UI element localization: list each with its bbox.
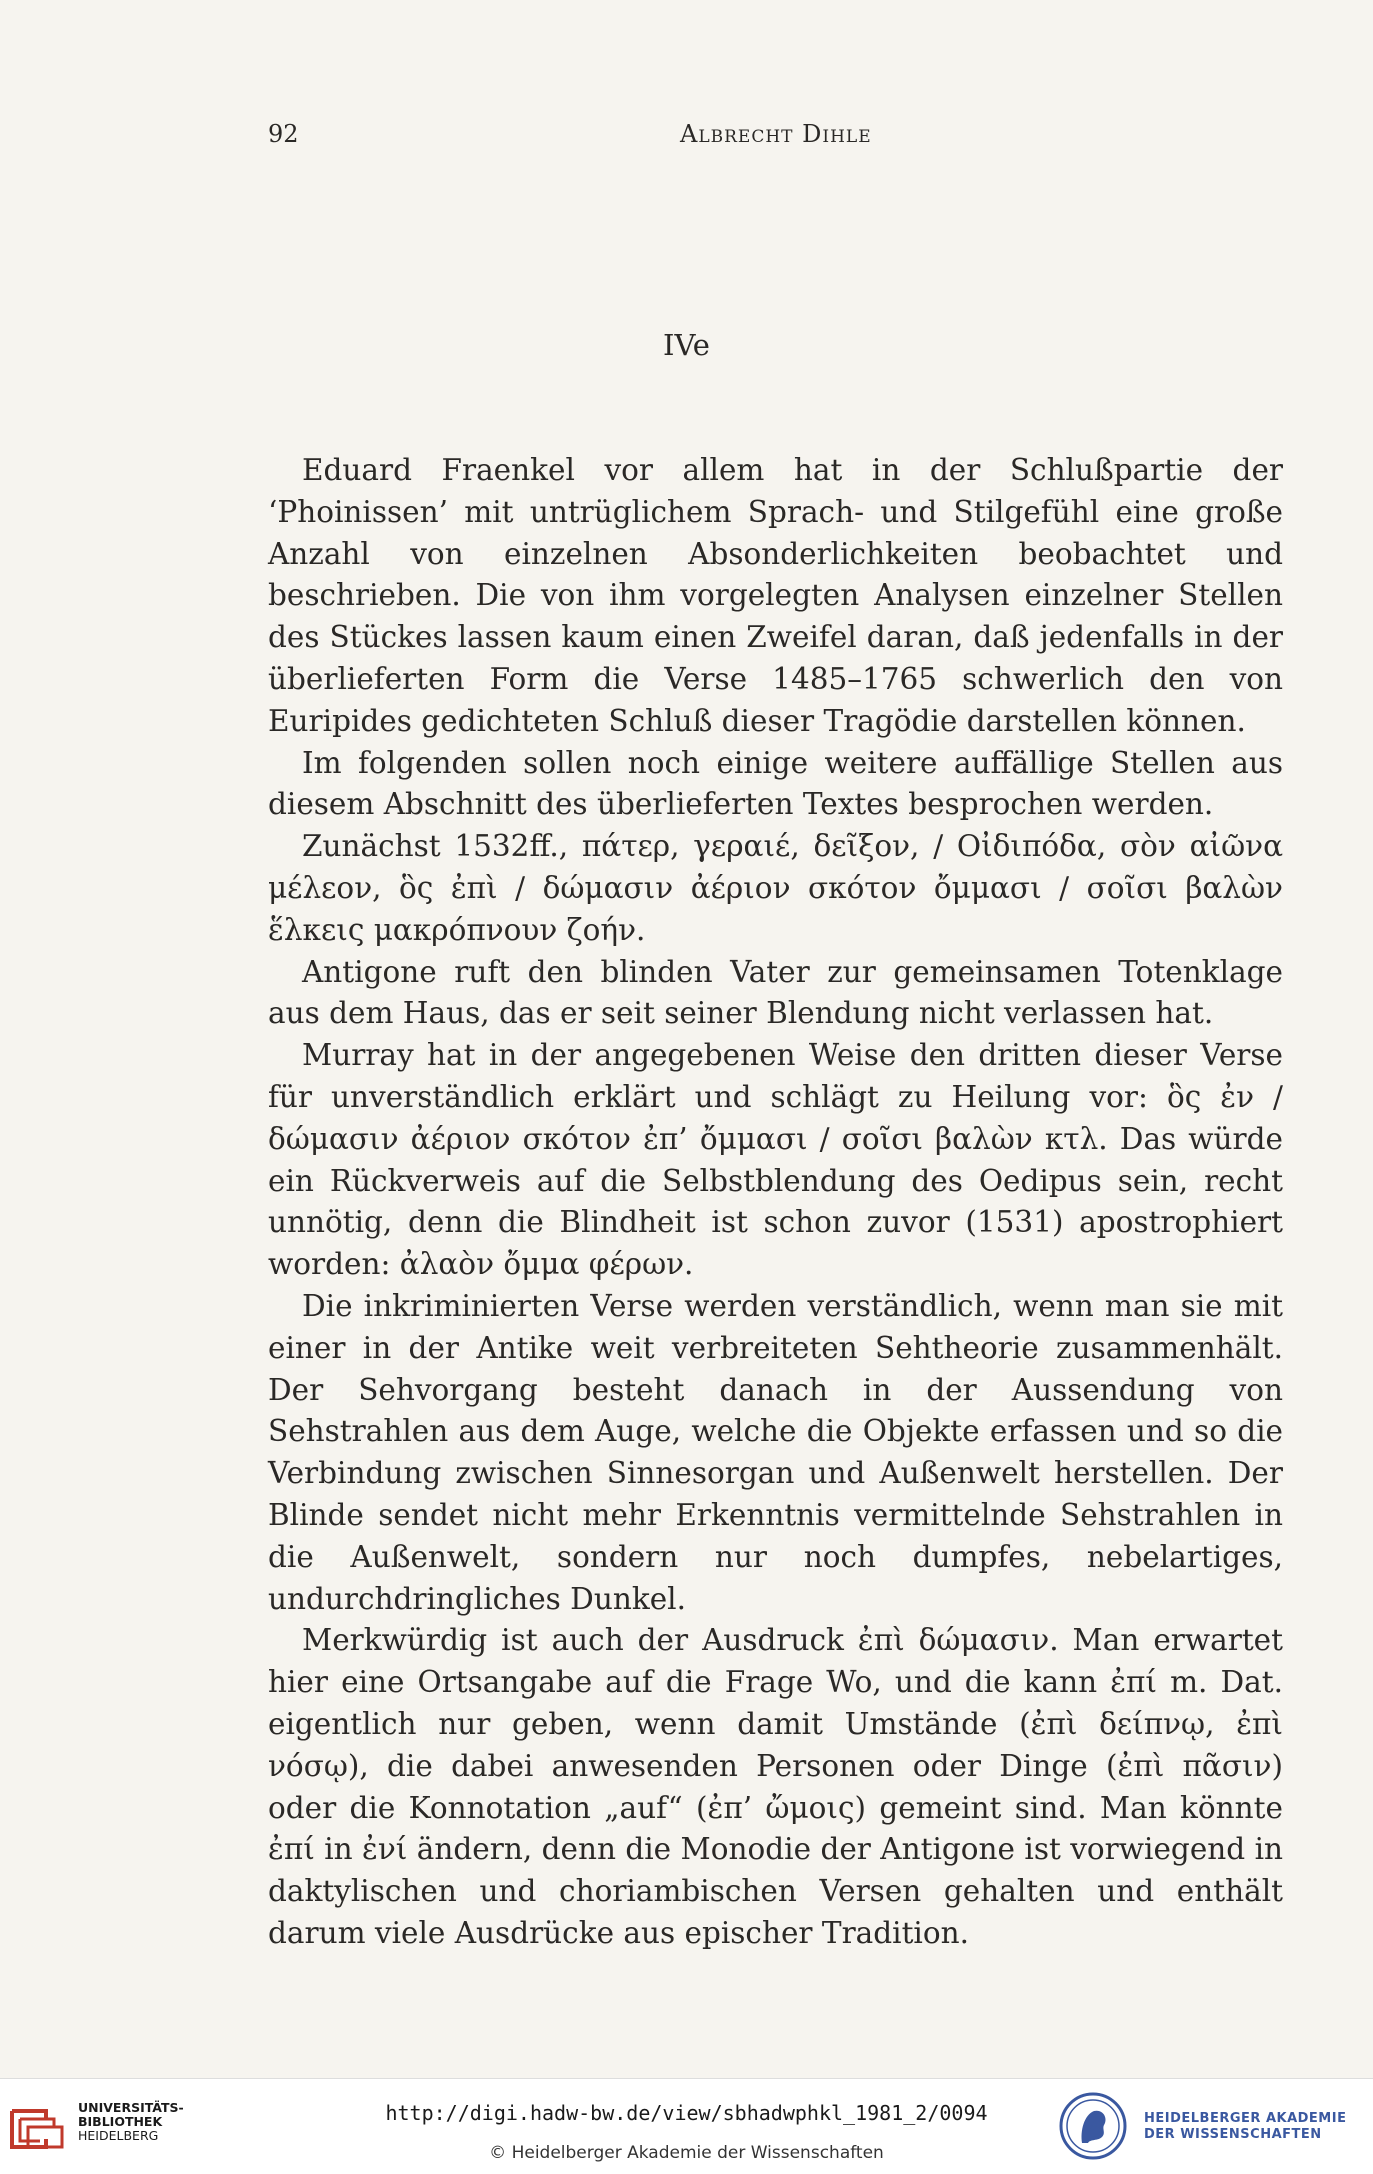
paragraph: Die inkriminierten Verse werden verständlich, wenn man sie mit einer in der Antike weit verbreiteten Sehtheorie zusammenhält. Der Sehvorgang besteht danach in der Aussendung von Sehstrahlen aus dem Auge, welche die Objekte erfassen und so die Verbindung zwischen Sinnesorgan und Außenwelt herstellen. Der Blinde sendet nicht mehr Erkenntnis vermittelnde Sehstrahlen in die Außenwelt, sondern nur noch dumpfes, nebelartiges, undurchdringliches Dunkel. xyxy=(268,1288,1283,1616)
page-header xyxy=(268,120,920,160)
paragraph: Eduard Fraenkel vor allem hat in der Schlußpartie der ‘Phoinissen’ mit untrüglichem Sprach- und Stilgefühl eine große Anzahl von einzelnen Absonderlichkeiten beobachtet und beschrieben. Die von ihm vorgelegten Analysen einzelner Stellen des Stückes lassen kaum einen Zweifel daran, daß jedenfalls in der überlieferten Form die Verse 1485–1765 schwerlich den von Euripides gedichteten Schluß dieser Tragödie darstellen können. xyxy=(268,453,1283,738)
running-head: Albrecht Dihle xyxy=(680,120,872,148)
body-text xyxy=(268,450,1283,1955)
copyright-notice: © Heidelberger Akademie der Wissenschaften xyxy=(489,2143,884,2163)
academy-seal-icon xyxy=(1058,2091,1128,2161)
paragraph: Im folgenden sollen noch einige weitere auffällige Stellen aus diesem Abschnitt des überlieferten Textes besprochen werden. xyxy=(268,745,1283,822)
university-library-name: UNIVERSITÄTS- BIBLIOTHEK HEIDELBERG xyxy=(78,2100,184,2143)
footer-bar xyxy=(0,2078,1373,2174)
academy-name: HEIDELBERGER AKADEMIE DER WISSENSCHAFTEN xyxy=(1144,2111,1347,2142)
paragraph: Merkwürdig ist auch der Ausdruck ἐπὶ δώμασιν. Man erwartet hier eine Ortsangabe auf die Frage Wo, und die kann ἐπί m. Dat. eigentlich nur geben, wenn damit Umstände (ἐπὶ δείπνῳ, ἐπὶ νόσῳ), die dabei anwesenden Personen oder Dinge (ἐπὶ πᾶσιν) oder die Konnotation „auf“ (ἐπ’ ὤμοις) gemeint sind. Man könnte ἐπί in ἐνί ändern, denn die Monodie der Antigone ist vorwiegend in daktylischen und choriambischen Versen gehalten und enthält darum viele Ausdrücke aus epischer Tradition. xyxy=(268,1623,1283,1950)
paragraph: Antigone ruft den blinden Vater zur gemeinsamen Totenklage aus dem Haus, das er seit seiner Blendung nicht verlassen hat. xyxy=(268,954,1283,1031)
page-number: 92 xyxy=(268,120,299,148)
source-url-link[interactable]: http://digi.hadw-bw.de/view/sbhadwphkl_1981_2/0094 xyxy=(385,2101,988,2125)
paragraph: Zunächst 1532ff., πάτερ, γεραιέ, δεῖξον, / Οἰδιπόδα, σὸν αἰῶνα μέλεον, ὃς ἐπὶ / δώμασιν ἀέριον σκότον ὄμμασι / σοῖσι βαλὼν ἕλκεις μακρόπνουν ζοήν. xyxy=(268,829,1283,947)
section-heading: IVe xyxy=(663,328,710,362)
paragraph: Murray hat in der angegebenen Weise den dritten dieser Verse für unverständlich erklärt und schlägt zu Heilung vor: ὃς ἐν / δώμασιν ἀέριον σκότον ἐπ’ ὄμμασι / σοῖσι βαλὼν κτλ. Das würde ein Rückverweis auf die Selbstblendung des Oedipus sein, recht unnötig, denn die Blindheit ist schon zuvor (1531) apostrophiert worden: ἀλαὸν ὄμμα φέρων. xyxy=(268,1038,1283,1282)
